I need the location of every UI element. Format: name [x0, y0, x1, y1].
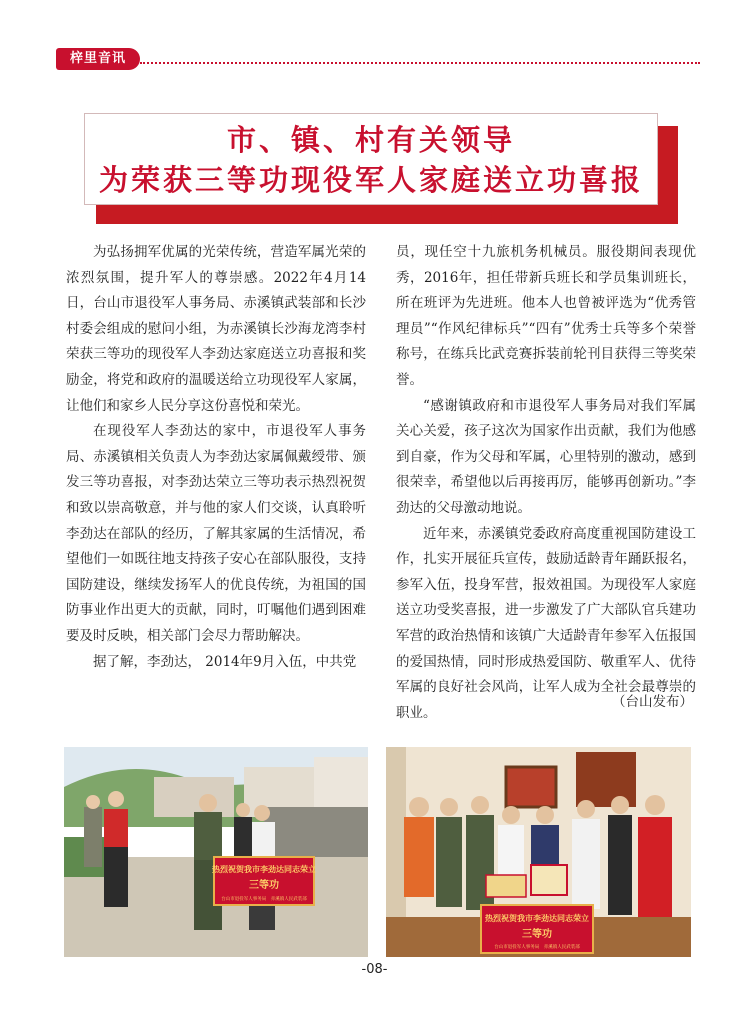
photo-procession	[64, 747, 368, 957]
photo-banner-title: 热烈祝贺我市李劲达同志荣立	[212, 865, 316, 874]
left-column	[66, 240, 366, 675]
page-number: -08-	[361, 962, 388, 977]
title-line-1: 市、镇、村有关领导	[226, 123, 515, 157]
header-dotted-rule	[140, 62, 700, 64]
photo-banner-footer: 台山市退役军人事务局 赤溪镇人民武装部	[221, 897, 307, 902]
right-column	[396, 240, 696, 726]
photo-banner-footer: 台山市退役军人事务局 赤溪镇人民武装部	[494, 945, 580, 950]
paragraph: 为弘扬拥军优属的光荣传统，营造军属光荣的浓烈氛围，提升军人的尊崇感。2022年4月14日，台山市退役军人事务局、赤溪镇武装部和长沙村委会组成的慰问小组，为赤溪镇长沙海龙湾李村荣获三等功的现役军人李劲达家庭送立功喜报和奖励金，将党和政府的温暖送给立功现役军人家属，让他们和家乡人民分享这份喜悦和荣光。	[66, 244, 366, 414]
title-line-2: 为荣获三等功现役军人家庭送立功喜报	[98, 163, 643, 197]
article-title	[84, 113, 658, 205]
article-source: （台山发布）	[612, 694, 693, 710]
photo-banner-title: 热烈祝贺我市李劲达同志荣立	[485, 914, 589, 923]
paragraph-continued: 员，现任空十九旅机务机械员。服役期间表现优秀，2016年，担任带新兵班长和学员集训班长，所在班评为先进班。他本人也曾被评选为“优秀管理员”“作风纪律标兵”“四有”优秀士兵等多个荣誉称号，在练兵比武竞赛拆装前轮刊目获得三等奖荣誉。	[396, 244, 696, 388]
paragraph: 据了解，李劲达， 2014年9月入伍，中共党	[93, 653, 357, 670]
photo-group	[386, 747, 691, 957]
paragraph: 在现役军人李劲达的家中，市退役军人事务局、赤溪镇相关负责人为李劲达家属佩戴绶带、颁发三等功喜报，对李劲达荣立三等功表示热烈祝贺和致以崇高敬意，并与他的家人们交谈，认真聆听李劲达在部队的经历，了解其家属的生活情况，希望他们一如既往地支持孩子安心在部队服役，支持国防建设，继续发扬军人的优良传统，为祖国的国防事业作出更大的贡献，同时，叮嘱他们遇到困难要及时反映，相关部门会尽力帮助解决。	[66, 423, 366, 644]
photo-banner-sub: 三等功	[249, 880, 279, 891]
section-tag: 梓里音讯	[56, 48, 140, 70]
paragraph: 近年来，赤溪镇党委政府高度重视国防建设工作，扎实开展征兵宣传，鼓励适龄青年踊跃报名，参军入伍，投身军营，报效祖国。为现役军人家庭送立功受奖喜报，进一步激发了广大部队官兵建功军营的政治热情和该镇广大适龄青年参军入伍报国的爱国热情，同时形成热爱国防、敬重军人、优待军属的良好社会风尚，让军人成为全社会最尊崇的职业。	[396, 525, 696, 721]
photo-banner-sub: 三等功	[522, 929, 552, 940]
paragraph: “感谢镇政府和市退役军人事务局对我们军属关心关爱，孩子这次为国家作出贡献，我们为他感到自豪，作为父母和军属，心里特别的激动，感到很荣幸，希望他以后再接再厉，能够再创新功。”李劲达的父母激动地说。	[396, 397, 696, 516]
